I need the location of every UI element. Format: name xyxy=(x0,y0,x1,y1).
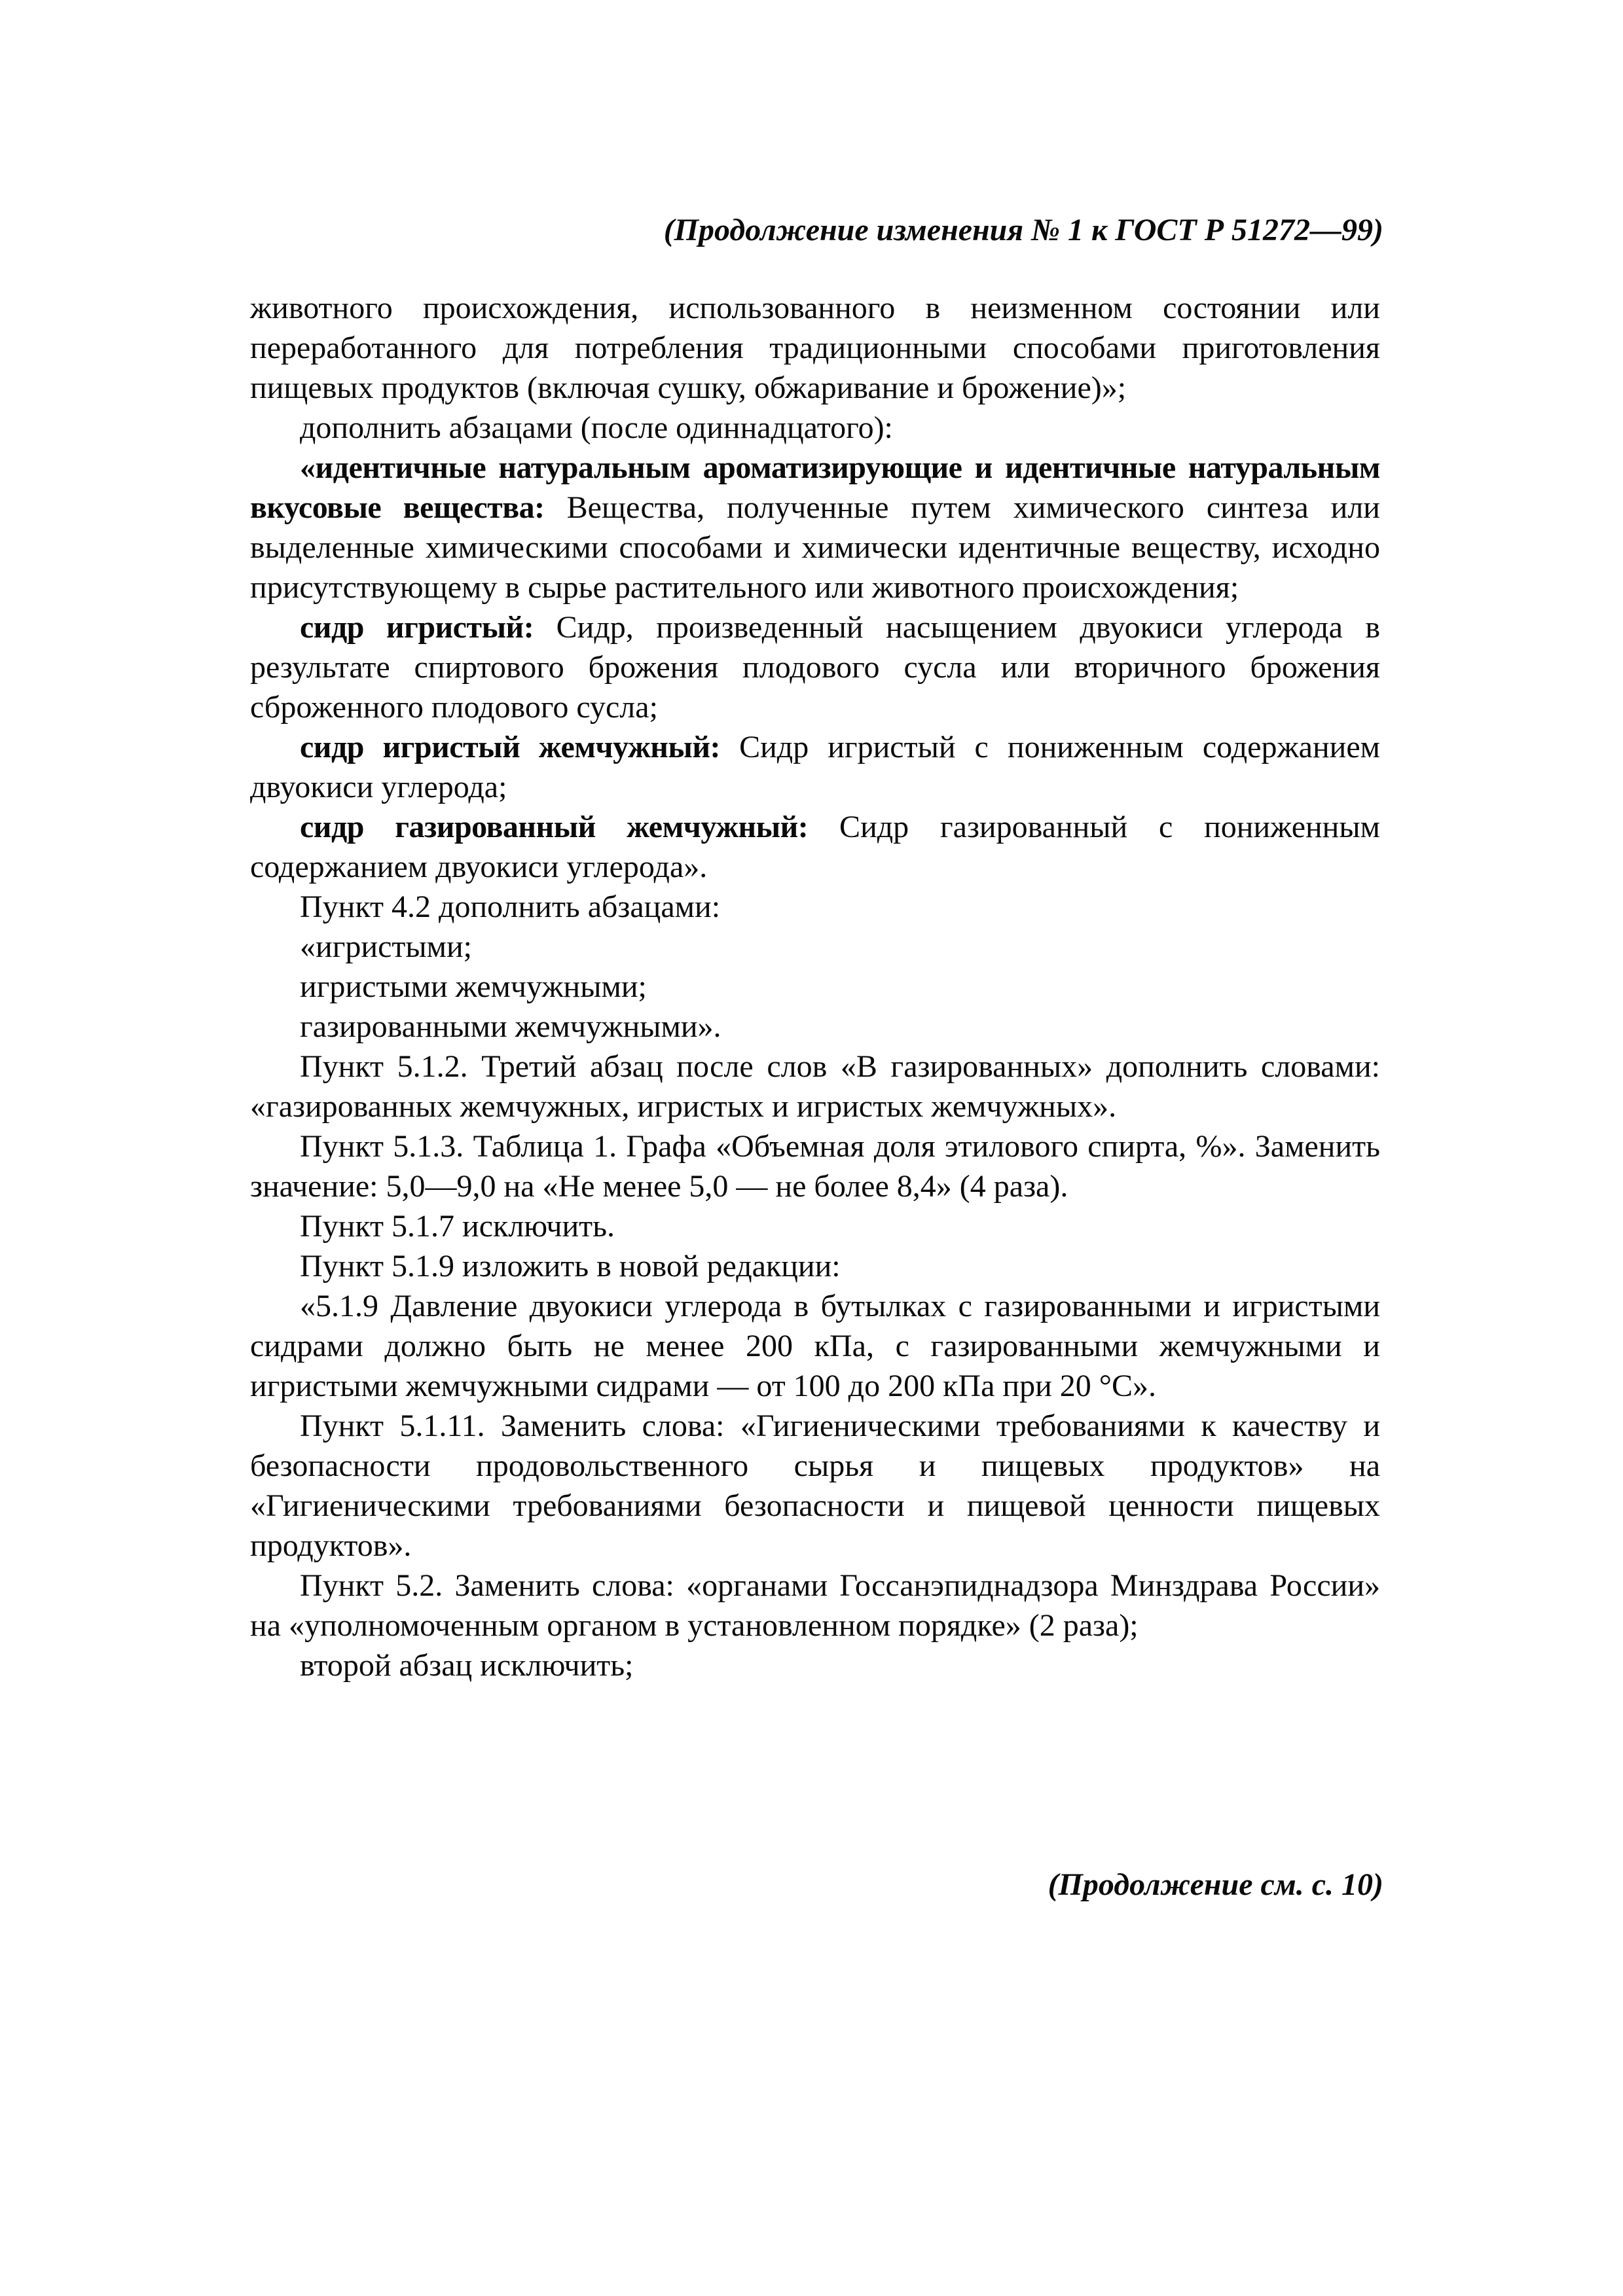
paragraph-clause-5-1-11-text: Пункт 5.1.11. Заменить слова: «Гигиеническими требованиями к качеству и безопасности продовольственного сырья и пищевых продуктов» на «Гигиеническими требованиями безопасности и пищевой ценности пищевых продуктов». xyxy=(250,1408,1380,1563)
definition-identical-flavourings xyxy=(250,448,1380,607)
document-body xyxy=(250,288,1380,1685)
definition-text-sparkling-pearl-cider: Сидр игристый с пониженным содержанием двуокиси углерода; xyxy=(250,730,1381,804)
definition-text-sparkling-cider: Сидр, произведенный насыщением двуокиси углерода в результате спиртового брожения плодового сусла или вторичного брожения сброженного плодового сусла; xyxy=(250,610,1380,725)
list-item-sparkling xyxy=(250,927,1380,967)
paragraph-clause-5-1-9 xyxy=(250,1246,1380,1286)
paragraph-clause-5-1-2-text: Пункт 5.1.2. Третий абзац после слов «В газированных» дополнить словами: «газированных жемчужных, игристых и игристых жемчужных». xyxy=(250,1049,1380,1124)
list-item-carbonated-pearl xyxy=(250,1007,1380,1047)
paragraph-clause-5-1-2 xyxy=(250,1047,1380,1126)
term-identical-flavourings: «идентичные натуральным ароматизирующие и идентичные натуральным вкусовые вещества: xyxy=(250,450,1380,525)
paragraph-clause-5-1-9-text: Пункт 5.1.9 изложить в новой редакции: xyxy=(300,1249,841,1283)
definition-sparkling-pearl-cider xyxy=(250,727,1380,807)
continuation-footer: (Продолжение см. с. 10) xyxy=(1048,1867,1383,1902)
definition-sparkling-cider xyxy=(250,607,1380,727)
paragraph-clause-5-1-7 xyxy=(250,1206,1380,1246)
paragraph-2 xyxy=(250,408,1380,448)
paragraph-clause-4-2-text: Пункт 4.2 дополнить абзацами: xyxy=(300,889,721,924)
paragraph-clause-5-2-text: Пункт 5.2. Заменить слова: «органами Госсанэпиднадзора Минздрава России» на «уполномоченным органом в установленном порядке» (2 раза); xyxy=(250,1568,1380,1643)
paragraph-clause-5-1-9-content xyxy=(250,1286,1380,1406)
term-sparkling-cider: сидр игристый: xyxy=(300,610,534,645)
list-item-sparkling-pearl xyxy=(250,967,1380,1007)
paragraph-clause-5-2 xyxy=(250,1566,1380,1645)
term-sparkling-pearl-cider: сидр игристый жемчужный: xyxy=(300,730,721,764)
paragraph-second-abzac-text: второй абзац исключить; xyxy=(300,1648,634,1683)
paragraph-clause-5-1-9-content-text: «5.1.9 Давление двуокиси углерода в бутылках с газированными и игристыми сидрами должно быть не менее 200 кПа, с газированными жемчужными и игристыми жемчужными сидрами — от 100 до 200 кПа при 20 °С». xyxy=(250,1289,1380,1403)
paragraph-clause-4-2 xyxy=(250,887,1380,927)
list-item-sparkling-text: «игристыми; xyxy=(300,929,472,964)
term-carbonated-pearl-cider: сидр газированный жемчужный: xyxy=(300,810,809,844)
paragraph-clause-5-1-3 xyxy=(250,1126,1380,1206)
list-item-carbonated-pearl-text: газированными жемчужными». xyxy=(300,1009,721,1044)
paragraph-clause-5-1-11 xyxy=(250,1406,1380,1566)
definition-carbonated-pearl-cider xyxy=(250,807,1380,887)
paragraph-1 xyxy=(250,288,1380,408)
paragraph-clause-5-1-3-text: Пункт 5.1.3. Таблица 1. Графа «Объемная доля этилового спирта, %». Заменить значение: 5,0—9,0 на «Не менее 5,0 — не более 8,4» (4 раза). xyxy=(250,1129,1380,1204)
continuation-header: (Продолжение изменения № 1 к ГОСТ Р 51272—99) xyxy=(663,213,1383,247)
paragraph-2-text: дополнить абзацами (после одиннадцатого): xyxy=(300,410,893,445)
paragraph-second-abzac xyxy=(250,1645,1380,1685)
definition-text-identical-flavourings: Вещества, полученные путем химического синтеза или выделенные химическими способами и химически идентичные веществу, исходно присутствующему в сырье растительного или животного происхождения; xyxy=(250,490,1380,605)
paragraph-1-text: животного происхождения, использованного в неизменном состоянии или переработанного для потребления традиционными способами приготовления пищевых продуктов (включая сушку, обжаривание и брожение)»; xyxy=(250,291,1380,405)
list-item-sparkling-pearl-text: игристыми жемчужными; xyxy=(300,969,647,1004)
paragraph-clause-5-1-7-text: Пункт 5.1.7 исключить. xyxy=(300,1209,615,1244)
definition-text-carbonated-pearl-cider: Сидр газированный с пониженным содержанием двуокиси углерода». xyxy=(250,810,1380,884)
